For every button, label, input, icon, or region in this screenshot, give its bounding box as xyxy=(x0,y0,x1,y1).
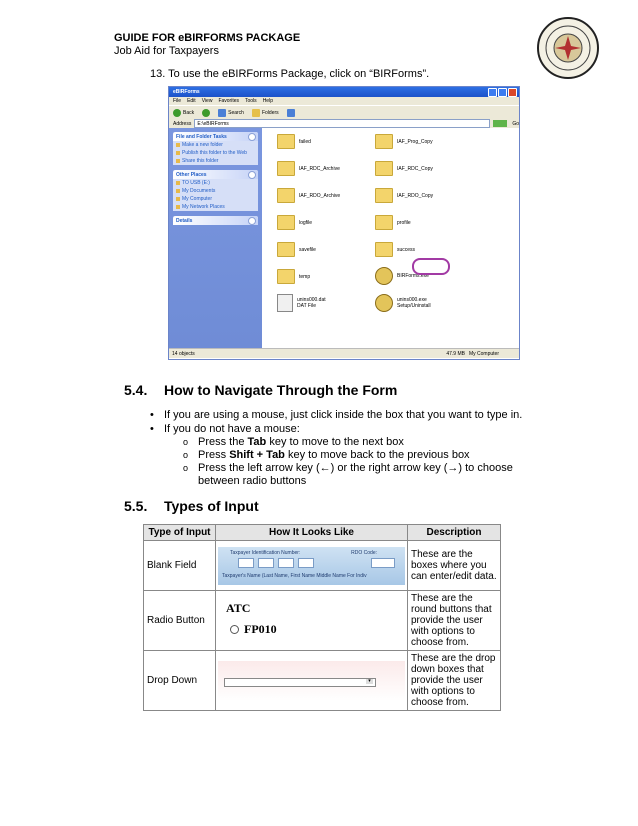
panel-title: File and Folder Tasks xyxy=(176,133,227,140)
arrows-line2: between radio buttons xyxy=(198,475,307,487)
folder-icon xyxy=(375,215,393,230)
file-item[interactable] xyxy=(277,294,326,312)
file-name: BIRForms.exe xyxy=(397,273,429,279)
type-blank-field: Blank Field xyxy=(144,541,216,591)
file-name: temp xyxy=(299,273,311,280)
setup-icon xyxy=(375,294,393,312)
file-name: IAF_RDO_Copy xyxy=(397,192,434,199)
file-item[interactable] xyxy=(277,215,312,230)
bullet-no-mouse-text: If you do not have a mouse: xyxy=(164,423,300,435)
file-name: savefile xyxy=(299,246,316,253)
place-usb[interactable]: TO USB (E:) xyxy=(173,179,258,187)
tin-label: Taxpayer Identification Number: xyxy=(230,549,301,556)
menu-favorites[interactable]: Favorites xyxy=(218,98,239,104)
desc-blank-field: These are the boxes where you can enter/edit data. xyxy=(408,541,501,591)
status-size: 47.9 MB xyxy=(446,350,465,357)
file-item[interactable] xyxy=(375,215,411,230)
place-network[interactable]: My Network Places xyxy=(173,203,258,211)
forward-arrow-icon xyxy=(202,109,210,117)
address-value: E:\eBIRForms xyxy=(197,120,229,127)
file-name: IAF_RDC_Archive xyxy=(299,165,340,172)
forward-button[interactable] xyxy=(202,109,210,117)
birforms-app-icon xyxy=(375,267,393,285)
go-button[interactable] xyxy=(493,120,507,127)
pointing-hand-icon xyxy=(412,258,450,275)
file-name: IAF_RDC_Copy xyxy=(397,165,433,172)
status-location: My Computer xyxy=(468,350,499,357)
file-item[interactable] xyxy=(375,161,433,176)
file-name: unins000.exe xyxy=(397,297,427,303)
folder-icon xyxy=(277,134,295,149)
file-item[interactable] xyxy=(375,134,433,149)
menu-view[interactable]: View xyxy=(201,98,213,104)
col-type: Type of Input xyxy=(144,525,216,541)
drop-down-input[interactable] xyxy=(224,678,376,687)
sub-tab: o Press the Tab key to move to the next box xyxy=(183,436,404,448)
section-54-title: How to Navigate Through the Form xyxy=(164,382,398,398)
col-description: Description xyxy=(408,525,501,541)
bullet-no-mouse: • If you do not have a mouse: xyxy=(150,423,300,435)
tin-input-4[interactable] xyxy=(298,558,314,568)
maximize-icon[interactable] xyxy=(498,88,507,97)
step-13: 13. To use the eBIRForms Package, click on “BIRForms”. xyxy=(150,68,430,80)
address-bar xyxy=(169,119,519,128)
file-item[interactable] xyxy=(277,242,316,257)
expand-icon[interactable] xyxy=(248,217,256,225)
panel-other-places xyxy=(173,170,258,211)
address-input[interactable] xyxy=(194,119,490,128)
folder-icon xyxy=(277,269,295,284)
folder-icon xyxy=(375,134,393,149)
folder-icon xyxy=(375,161,393,176)
fp010-label: FP010 xyxy=(244,621,277,636)
status-bar xyxy=(169,348,519,358)
table-row xyxy=(144,541,501,591)
section-54-number: 5.4. xyxy=(124,382,148,398)
file-icon xyxy=(277,294,293,312)
col-looks: How It Looks Like xyxy=(216,525,408,541)
panel-file-folder-tasks xyxy=(173,132,258,165)
table-row xyxy=(144,651,501,711)
minimize-icon[interactable] xyxy=(488,88,497,97)
window-titlebar xyxy=(169,87,519,97)
rdo-input[interactable] xyxy=(371,558,395,568)
menu-tools[interactable]: Tools xyxy=(245,98,257,104)
tin-input-3[interactable] xyxy=(278,558,294,568)
close-icon[interactable] xyxy=(508,88,517,97)
place-my-documents[interactable]: My Documents xyxy=(173,187,258,195)
table-header-row xyxy=(144,525,501,541)
explorer-screenshot xyxy=(168,86,520,360)
folders-icon xyxy=(252,109,260,117)
collapse-icon[interactable] xyxy=(248,133,256,141)
place-my-computer[interactable]: My Computer xyxy=(173,195,258,203)
back-arrow-icon xyxy=(173,109,181,117)
task-pane xyxy=(169,128,262,348)
file-name: unins000.dat xyxy=(297,297,326,303)
file-name: IAF_RDO_Archive xyxy=(299,192,341,199)
chevron-down-icon[interactable]: ▾ xyxy=(366,679,373,684)
file-item[interactable] xyxy=(277,161,340,176)
task-share-folder[interactable]: Share this folder xyxy=(173,157,258,165)
go-label: Go xyxy=(512,120,519,127)
back-button[interactable] xyxy=(173,109,194,117)
status-objects: 14 objects xyxy=(172,350,195,357)
folders-label: Folders xyxy=(261,109,279,116)
arrows-line1: Press the left arrow key (←) or the right arrow key (→) to choose xyxy=(198,462,513,474)
folder-icon xyxy=(277,215,295,230)
window-title: eBIRForms xyxy=(173,89,200,95)
type-radio-button: Radio Button xyxy=(144,591,216,651)
file-item[interactable] xyxy=(277,188,340,203)
desc-drop-down: These are the drop down boxes that provide the user with options to choose from. xyxy=(408,651,501,711)
sub-arrows: o Press the left arrow key (←) or the right arrow key (→) to choose between radio buttons xyxy=(183,462,513,487)
folders-button[interactable] xyxy=(252,109,279,117)
file-item[interactable] xyxy=(375,294,431,312)
input-types-table xyxy=(143,524,501,711)
panel-title: Details xyxy=(176,217,193,224)
menu-help[interactable]: Help xyxy=(262,98,273,104)
file-item[interactable] xyxy=(277,269,310,284)
panel-details xyxy=(173,216,258,225)
desc-radio-button: These are the round buttons that provide the user with options to choose from. xyxy=(408,591,501,651)
folder-icon xyxy=(375,188,393,203)
file-name: IAF_Prog_Copy xyxy=(397,138,433,145)
search-button[interactable] xyxy=(218,109,244,117)
bullet-mouse: • If you are using a mouse, just click inside the box that you want to type in. xyxy=(150,409,523,421)
file-list xyxy=(262,128,519,348)
file-meta: Setup/Uninstall xyxy=(397,303,431,309)
drop-down-demo xyxy=(218,661,405,701)
collapse-icon[interactable] xyxy=(248,171,256,179)
tin-input-1[interactable] xyxy=(238,558,254,568)
views-button[interactable] xyxy=(287,109,295,117)
sub-shift-tab: o Press Shift + Tab key to move back to the previous box xyxy=(183,449,470,461)
header-subtitle: Job Aid for Taxpayers xyxy=(114,45,219,57)
header-title: GUIDE FOR eBIRFORMS PACKAGE xyxy=(114,32,301,44)
folder-icon xyxy=(375,242,393,257)
section-55-number: 5.5. xyxy=(124,498,148,514)
radio-icon[interactable] xyxy=(230,625,239,634)
menu-file[interactable]: File xyxy=(173,98,182,104)
toolbar xyxy=(169,105,519,119)
folder-icon xyxy=(277,188,295,203)
table-row xyxy=(144,591,501,651)
blank-field-demo xyxy=(218,547,405,585)
type-drop-down: Drop Down xyxy=(144,651,216,711)
file-item[interactable] xyxy=(375,242,415,257)
tab-key: Tab xyxy=(247,436,267,448)
back-label: Back xyxy=(183,109,195,116)
rdo-label: RDO Code: xyxy=(351,549,377,556)
radio-button-demo xyxy=(218,599,405,643)
file-item[interactable] xyxy=(277,134,311,149)
folder-icon xyxy=(277,161,295,176)
menu-bar xyxy=(169,97,519,105)
menu-edit[interactable]: Edit xyxy=(187,98,196,104)
atc-label: ATC xyxy=(226,600,251,615)
bir-seal-icon xyxy=(536,16,600,80)
tin-input-2[interactable] xyxy=(258,558,274,568)
file-name: success xyxy=(397,246,416,253)
taxpayer-name-label: Taxpayer's Name (Last Name, First Name Middle Name For Indiv xyxy=(222,572,367,579)
task-publish-folder[interactable]: Publish this folder to the Web xyxy=(173,149,258,157)
file-name: profile xyxy=(397,219,411,226)
task-new-folder[interactable]: Make a new folder xyxy=(173,141,258,149)
file-name: failed xyxy=(299,138,311,145)
search-icon xyxy=(218,109,226,117)
file-meta: DAT File xyxy=(297,303,316,309)
folder-icon xyxy=(277,242,295,257)
section-55-title: Types of Input xyxy=(164,498,259,514)
panel-title: Other Places xyxy=(176,171,207,178)
address-label: Address xyxy=(173,120,192,127)
search-label: Search xyxy=(228,109,244,116)
shift-tab-key: Shift + Tab xyxy=(229,449,285,461)
bullet-mouse-text: If you are using a mouse, just click inside the box that you want to type in. xyxy=(164,409,523,421)
file-item[interactable] xyxy=(375,188,433,203)
views-icon xyxy=(287,109,295,117)
file-name: logfile xyxy=(299,219,313,226)
